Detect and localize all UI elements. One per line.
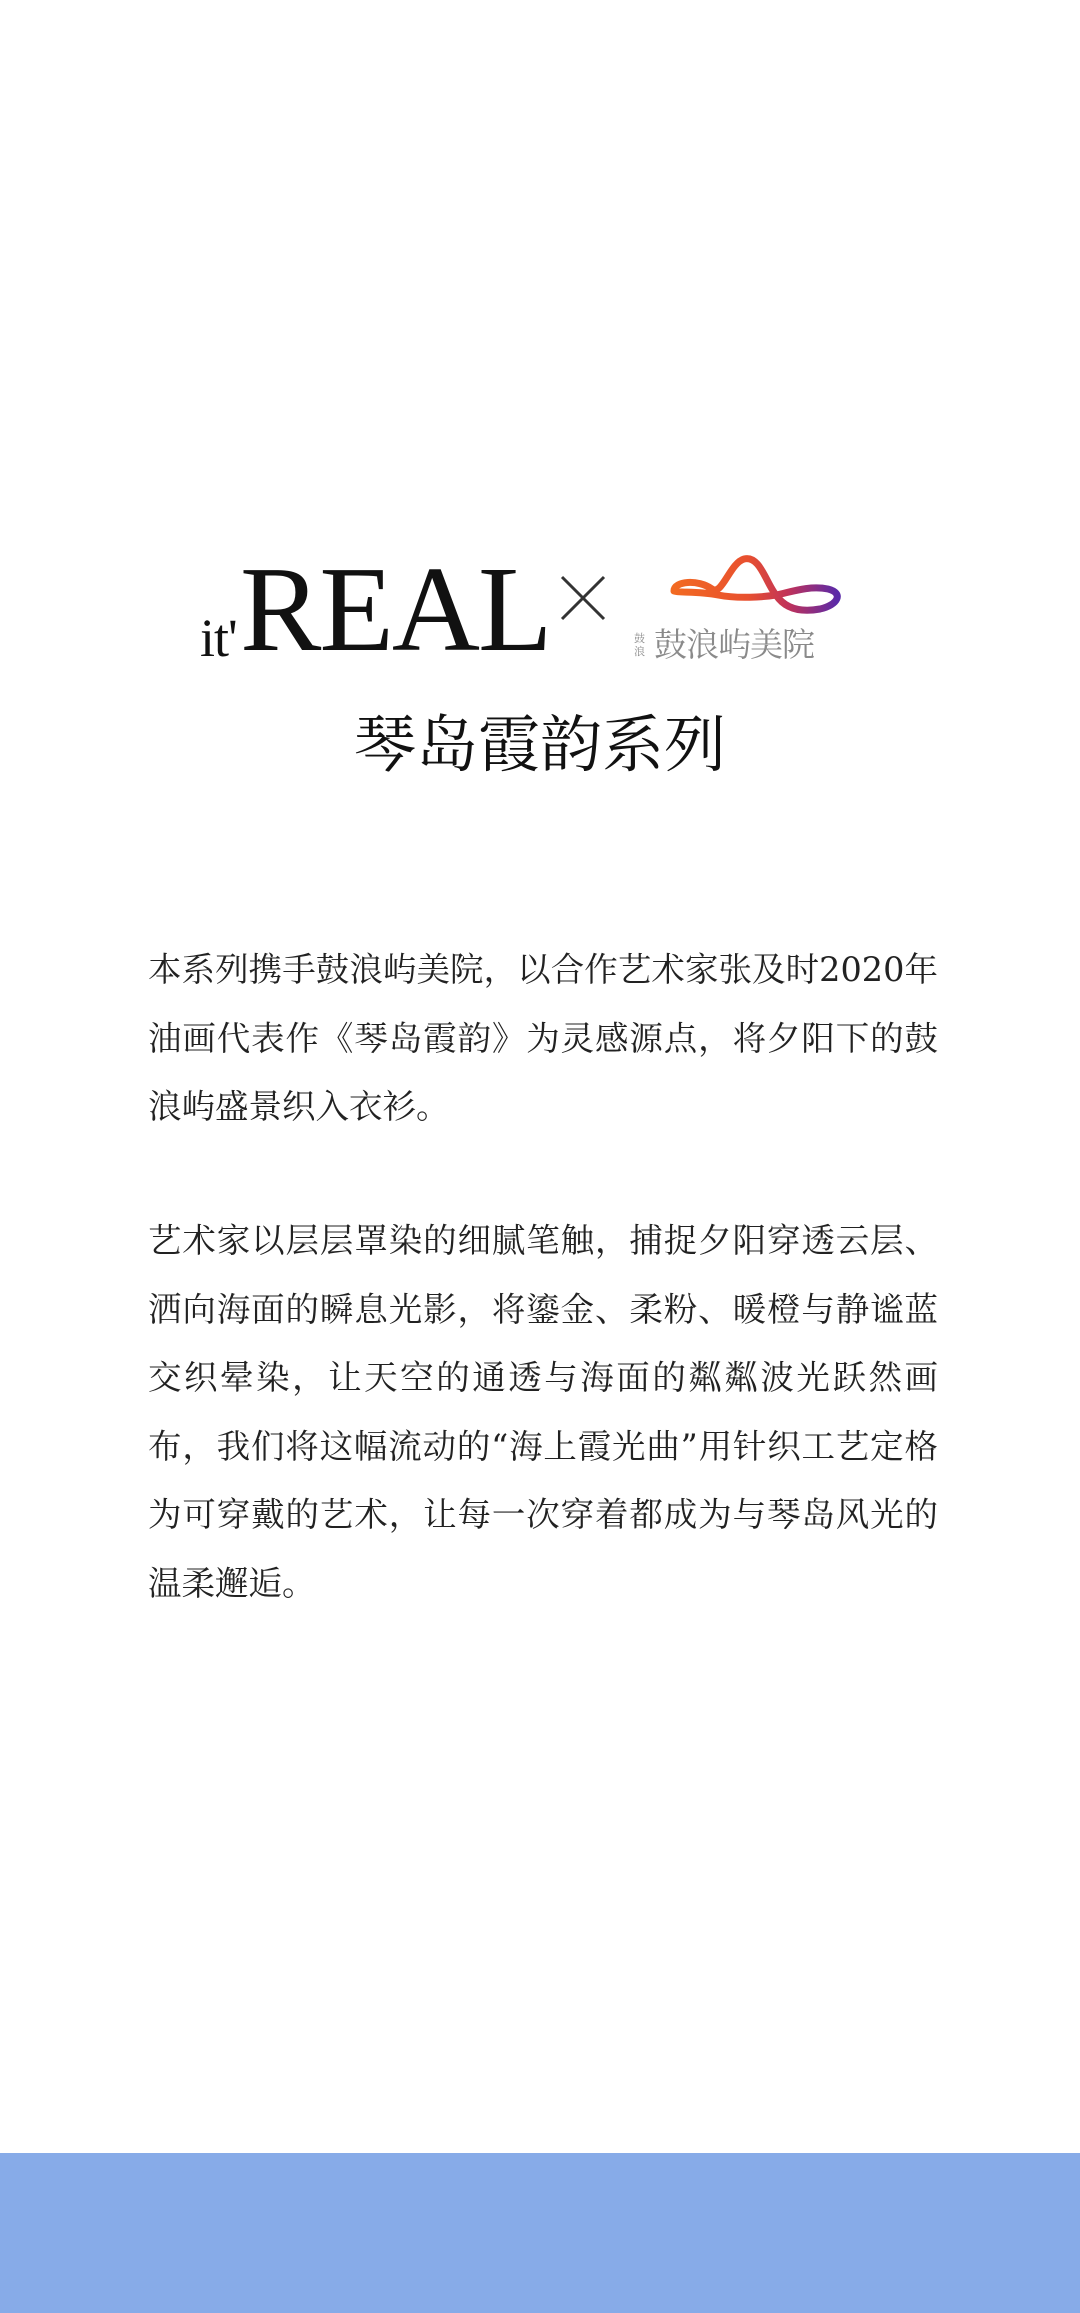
series-title: 琴岛霞韵系列: [353, 708, 726, 781]
itreal-logo-wordmark: REAL: [240, 542, 551, 677]
gulangyu-logo-name: 鼓浪屿美院: [654, 625, 814, 664]
gulangyu-academy-logo: [632, 545, 892, 675]
bottom-color-band: [0, 2153, 1080, 2313]
intro-paragraph: 本系列携手鼓浪屿美院，以合作艺术家张及时2020年油画代表作《琴岛霞韵》为灵感源点，将夕阳下的鼓浪屿盛景织入衣衫。: [148, 950, 938, 1126]
itreal-logo-prefix: it': [200, 608, 237, 668]
gulangyu-logo-small-text: 鼓浪: [634, 632, 645, 658]
gulangyu-wave-icon: [668, 553, 858, 623]
collab-logo-row: [0, 542, 1080, 677]
itreal-logo: [198, 542, 551, 677]
description-paragraph: 艺术家以层层罩染的细腻笔触，捕捉夕阳穿透云层、洒向海面的瞬息光影，将鎏金、柔粉、暖橙与静谧蓝交织晕染，让天空的通透与海面的粼粼波光跃然画布，我们将这幅流动的“海上霞光曲”用针织工艺定格为可穿戴的艺术，让每一次穿着都成为与琴岛风光的温柔邂逅。: [148, 1221, 938, 1603]
collab-times-icon: [558, 573, 608, 623]
